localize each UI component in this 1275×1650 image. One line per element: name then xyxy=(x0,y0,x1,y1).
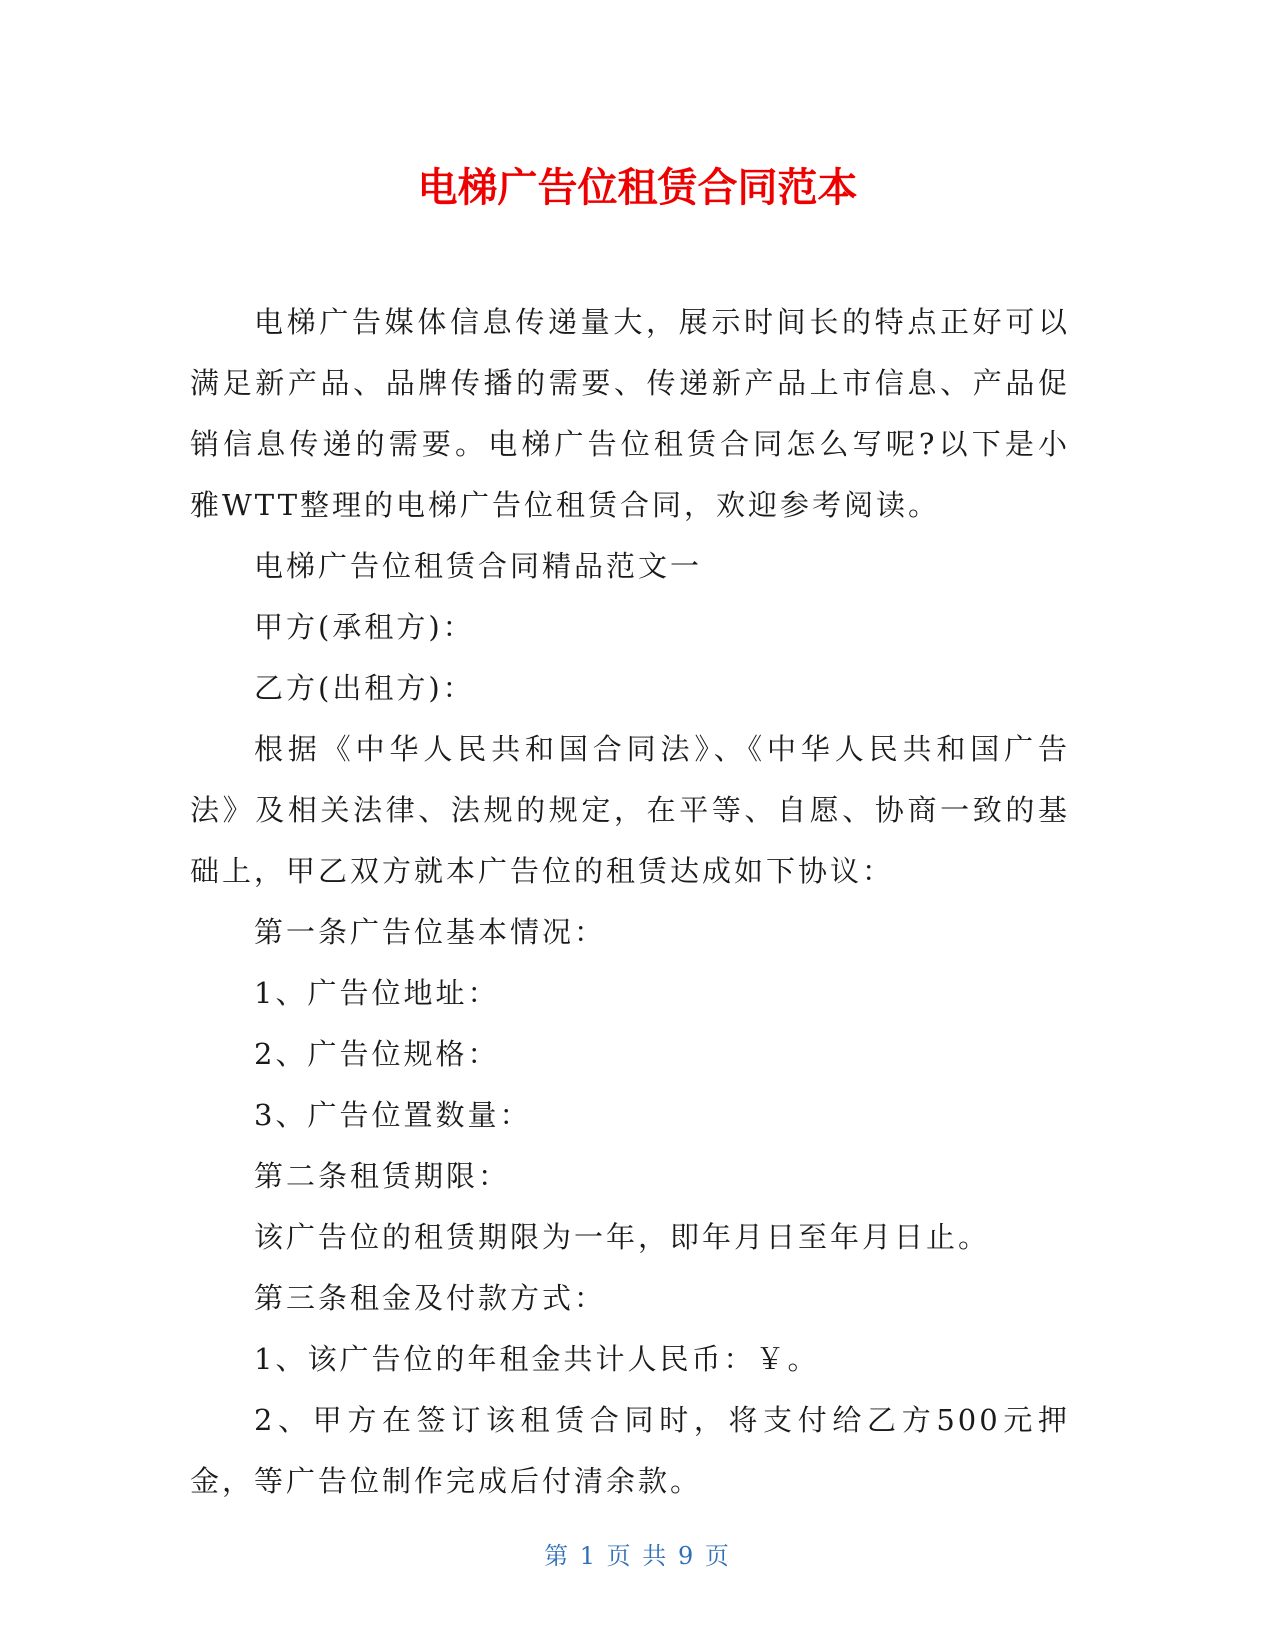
paragraph-sample-heading: 电梯广告位租赁合同精品范文一 xyxy=(254,549,703,583)
paragraph-ad-quantity: 3、广告位置数量： xyxy=(254,1098,532,1132)
paragraph-intro: 电梯广告媒体信息传递量大，展示时间长的特点正好可以满足新产品、品牌传播的需要、传递新产品上市信息、产品促销信息传递的需要。电梯广告位租赁合同怎么写呢?以下是小雅WTT整理的电梯广告位租赁合同，欢迎参考阅读。 xyxy=(190,305,1070,522)
document-title: 电梯广告位租赁合同范本 xyxy=(417,165,858,211)
footer-current-page: 1 xyxy=(579,1542,598,1570)
paragraph-ad-address: 1、广告位地址： xyxy=(254,976,500,1010)
footer-middle: 页 共 xyxy=(606,1542,669,1570)
paragraph-ad-spec: 2、广告位规格： xyxy=(254,1037,500,1071)
paragraph-deposit: 2、甲方在签订该租赁合同时，将支付给乙方500元押金，等广告位制作完成后付清余款。 xyxy=(190,1403,1070,1498)
paragraph-party-b: 乙方(出租方)： xyxy=(254,671,475,705)
paragraph-party-a: 甲方(承租方)： xyxy=(254,610,475,644)
document-body xyxy=(190,292,1070,1512)
footer-prefix: 第 xyxy=(544,1542,571,1570)
paragraph-article-2: 第二条租赁期限： xyxy=(254,1159,511,1193)
footer-suffix: 页 xyxy=(704,1542,731,1570)
paragraph-annual-rent: 1、该广告位的年租金共计人民币：￥。 xyxy=(254,1342,820,1376)
footer-total-pages: 9 xyxy=(677,1542,696,1570)
paragraph-article-3: 第三条租金及付款方式： xyxy=(254,1281,607,1315)
paragraph-lease-term: 该广告位的租赁期限为一年，即年月日至年月日止。 xyxy=(254,1220,991,1254)
page-footer xyxy=(0,1540,1275,1572)
paragraph-legal-basis: 根据《中华人民共和国合同法》、《中华人民共和国广告法》及相关法律、法规的规定，在平等、自愿、协商一致的基础上，甲乙双方就本广告位的租赁达成如下协议： xyxy=(190,732,1070,888)
paragraph-article-1: 第一条广告位基本情况： xyxy=(254,915,607,949)
